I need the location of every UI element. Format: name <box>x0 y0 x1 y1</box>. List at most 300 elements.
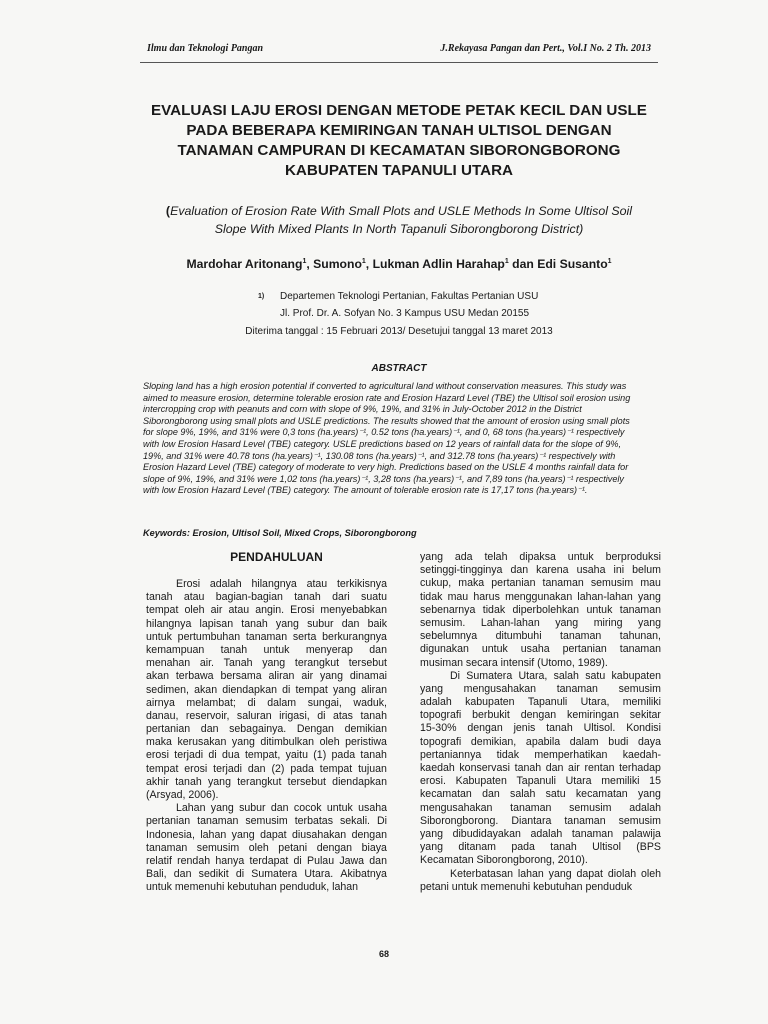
word: sedimen, <box>146 683 189 696</box>
word: (BPS <box>636 841 661 854</box>
body-text-line <box>420 564 661 577</box>
word: di <box>247 696 256 709</box>
author-name: Sumono <box>313 257 362 271</box>
word: terangkut <box>237 775 282 788</box>
abstract-heading: ABSTRACT <box>371 363 427 374</box>
word: oleh <box>640 867 661 880</box>
word: tersebut <box>287 775 326 788</box>
word: Keterbatasan <box>450 867 514 880</box>
word: Tapanuli <box>516 775 556 788</box>
word: angin. <box>255 604 285 617</box>
word: diendapkan <box>222 683 277 696</box>
word: demikian <box>344 723 387 736</box>
word: Utara <box>565 775 592 788</box>
body-text-line: Kecamatan Siborongborong, 2010). <box>420 854 588 867</box>
word: Erosi <box>176 578 201 590</box>
word: saluran <box>236 709 272 722</box>
word: sedikit <box>198 868 229 881</box>
word: tanaman <box>619 603 661 616</box>
word: jenis <box>513 722 536 735</box>
body-text-line <box>420 696 661 709</box>
word: Erosi <box>290 604 315 617</box>
body-text-line <box>420 815 661 828</box>
word: untuk <box>567 551 594 563</box>
english-title-line <box>140 202 658 220</box>
word: untuk <box>146 630 172 643</box>
body-text-line <box>146 578 387 591</box>
keywords: Keywords: Erosion, Ultisol Soil, Mixed Crops, Siborongborong <box>143 528 417 538</box>
word: di <box>208 749 217 762</box>
word: tanaman <box>542 577 584 590</box>
word: terbawa <box>175 670 214 683</box>
word: aliran <box>361 683 387 696</box>
word: Kondisi <box>626 722 661 735</box>
word: tanaman <box>571 827 614 840</box>
word: ditimbulkan <box>260 736 315 749</box>
title-line: TANAMAN CAMPURAN DI KECAMATAN SIBORONGBORONG <box>177 142 621 159</box>
author-separator: dan <box>508 257 538 271</box>
word: diusahakan <box>292 828 347 841</box>
word: yang <box>555 616 579 629</box>
word: tanah <box>360 749 387 762</box>
word: Utara, <box>580 696 610 709</box>
word: tanaman <box>556 682 598 695</box>
word: tahunan, <box>619 630 661 643</box>
author-name: Edi Susanto <box>537 257 608 271</box>
body-text-line <box>146 697 387 710</box>
word: Ultisol. <box>583 722 616 735</box>
body-text-line <box>146 749 387 762</box>
body-text-line <box>146 723 387 736</box>
word: bagian-bagian <box>215 591 283 604</box>
word: salah <box>553 669 579 682</box>
word: tidak <box>420 590 443 603</box>
english-title <box>140 202 658 238</box>
word: di <box>235 868 245 881</box>
body-text-line <box>420 828 661 841</box>
word: pertanian <box>562 643 607 656</box>
word: reservoir, <box>185 709 230 722</box>
abstract-line: Erosion Hazard Level (TBE) category of moderate to very high. Predictions based on the USLE 4 months rainfall data for <box>143 462 629 473</box>
journal-name-left: Ilmu dan Teknologi Pangan <box>147 43 264 54</box>
word: harus <box>473 590 500 603</box>
word: pertanian <box>146 723 191 736</box>
word: 15 <box>649 775 661 788</box>
affiliation-mark: 1 <box>504 257 509 265</box>
affiliation-line: Departemen Teknologi Pertanian, Fakultas Pertanian USU <box>280 291 539 302</box>
word: yang <box>262 657 286 670</box>
word: adalah <box>629 801 661 814</box>
body-text-line <box>420 841 661 854</box>
word: maka <box>146 736 172 749</box>
word: yang <box>207 775 231 788</box>
word: subur <box>307 617 334 630</box>
word: menyebabkan <box>320 604 387 617</box>
word: ditanam <box>458 841 497 854</box>
body-text-line <box>420 749 661 762</box>
word: berproduksi <box>605 551 661 563</box>
word: Kabupaten <box>455 775 507 788</box>
word: konservasi <box>459 762 511 774</box>
word: yang <box>637 788 661 801</box>
word: sekitar <box>629 709 661 722</box>
body-text-line <box>420 722 661 735</box>
word: tempat <box>146 604 179 617</box>
word: akhir <box>146 775 169 788</box>
word: satu <box>585 669 606 682</box>
body-text-line <box>146 657 387 670</box>
word: Indonesia, <box>146 828 195 841</box>
word: terbatas <box>294 815 333 828</box>
word: tanaman <box>619 643 661 656</box>
word: ditumbuhi <box>495 630 542 643</box>
word: adalah <box>420 696 452 709</box>
word: rentan <box>584 762 615 774</box>
word: terdapat <box>249 854 289 867</box>
body-text-line <box>420 604 661 617</box>
word: Bali, <box>146 868 167 881</box>
word: di <box>317 709 326 722</box>
journal-citation-right: J.Rekayasa Pangan dan Pert., Vol.I No. 2 Th. 2013 <box>440 43 651 54</box>
word: salah <box>510 788 536 801</box>
word: usaha <box>576 564 606 577</box>
word: pertanian <box>146 815 191 828</box>
word: topografi <box>420 735 462 748</box>
word: hilangnya <box>146 617 192 630</box>
word: mau <box>447 590 469 603</box>
right-column <box>420 551 661 894</box>
word: tersebut <box>348 657 387 670</box>
word: pada <box>331 749 356 762</box>
open-paren: ( <box>165 204 171 218</box>
word: kaedah- <box>622 748 661 761</box>
word: sebelumnya <box>420 630 478 643</box>
word: terjadi <box>174 749 204 762</box>
abstract-body <box>143 381 658 497</box>
word: telah <box>484 551 508 563</box>
word: yang <box>420 841 443 854</box>
word: oleh <box>184 604 205 617</box>
word: erosi. <box>420 775 446 788</box>
word: yang <box>420 827 443 840</box>
paper-title <box>140 101 658 181</box>
body-text-line <box>420 788 661 801</box>
word: hilangnya <box>251 578 297 590</box>
author-separator: , <box>306 257 314 271</box>
abstract-line: 19%, and 31% were 40.78 tons (ha.years)⁻¹, 130.08 tons (ha.years)⁻¹, and 312.78 tons (ha.years)⁻¹ respectively with <box>143 450 616 461</box>
title-line: KABUPATEN TAPANULI UTARA <box>284 162 514 179</box>
word: ini <box>613 564 625 577</box>
english-title-line: Slope With Mixed Plants In North Tapanuli Siborongborong District) <box>214 222 584 236</box>
word: tempat <box>295 683 328 696</box>
word: rendah <box>177 854 211 867</box>
word: dan <box>369 854 387 867</box>
received-date: Diterima tanggal : 15 Februari 2013/ Desetujui tanggal 13 maret 2013 <box>245 326 553 337</box>
word: dengan <box>520 709 557 722</box>
word: serta <box>292 630 317 643</box>
body-text-line: petani untuk memenuhi kebutuhan penduduk <box>420 880 633 893</box>
body-text-line <box>420 591 661 604</box>
abstract-line: with low Erosion Hasard Level (TBE) category. USLE predictions based on 12 years of rainfall data for the slope of 9%, <box>143 438 622 449</box>
word: sungai, <box>307 696 342 709</box>
author-name: Lukman Adlin Harahap <box>372 257 505 271</box>
abstract-line: Sloping land has a high erosion potential if converted to agricultural land without conservation measures. This study was <box>143 381 627 391</box>
word: usaha <box>520 643 550 656</box>
word: berbukit <box>472 709 510 722</box>
body-text-line <box>146 710 387 723</box>
word: dan <box>270 802 289 815</box>
word: tempat <box>146 762 179 775</box>
word: yang <box>319 670 343 683</box>
word: Lahan-lahan <box>480 616 540 629</box>
body-text-line <box>146 842 387 855</box>
word: pada <box>290 762 314 775</box>
word: petani <box>278 841 308 854</box>
word: tanah <box>546 722 573 735</box>
word: tempat <box>319 762 353 775</box>
word: maka <box>458 577 485 590</box>
word: air <box>210 604 223 617</box>
word: yang <box>275 617 299 630</box>
word: satu <box>545 788 566 801</box>
word: terjadi <box>213 762 242 775</box>
word: irigasi, <box>279 709 310 722</box>
word: subur <box>239 802 266 815</box>
body-text-line <box>146 684 387 697</box>
word: dalam <box>267 696 297 709</box>
body-text-line <box>146 855 387 868</box>
body-text-line: (Arsyad, 2006). <box>146 789 219 801</box>
word: mau <box>640 577 661 590</box>
body-text-line <box>420 577 661 590</box>
word: memiliki <box>622 696 661 709</box>
word: mengusahakan <box>420 801 493 814</box>
word: dengan <box>316 841 353 854</box>
word: air <box>301 670 314 683</box>
word: tanaman <box>560 630 602 643</box>
word: atau <box>228 604 250 617</box>
word: Ultisol <box>592 841 621 854</box>
word: tanah <box>220 643 248 656</box>
word: semusim <box>569 801 612 814</box>
word: sebagainya. <box>229 723 287 736</box>
body-text-line <box>146 815 387 828</box>
word: bersama <box>220 670 262 683</box>
word: Siborongborong. <box>420 814 499 827</box>
title-line: PADA BEBERAPA KEMIRINGAN TANAH ULTISOL DENGAN <box>186 122 612 139</box>
word: kabupaten <box>465 696 515 709</box>
word: berkurangnya <box>322 630 387 643</box>
body-text-line <box>420 617 661 630</box>
abstract-line: with low Erosion Hazard Level (TBE) category. The amount of tolerable erosion rate is 17,17 tons (ha.years)⁻¹. <box>143 485 588 496</box>
word: semusim <box>590 577 634 590</box>
title-line: EVALUASI LAJU EROSI DENGAN METODE PETAK KECIL DAN USLE <box>151 102 647 119</box>
body-text-line: untuk memenuhi kebutuhan penduduk, lahan <box>146 881 359 894</box>
left-column <box>146 551 387 895</box>
word: erosi <box>184 762 208 775</box>
word: atau <box>183 591 205 604</box>
word: yang <box>637 590 661 603</box>
word: aliran <box>268 670 295 683</box>
word: demikian, <box>470 735 517 748</box>
affiliation-number <box>258 290 280 307</box>
abstract-line: for slope 9%, 19%, and 31% were 0,3 tons (ha.years)⁻¹, 0.52 tons (ha.years)⁻¹, and 0, 68 tons (ha.years)⁻¹ respectively <box>143 427 625 438</box>
body-text-line <box>146 802 387 815</box>
body-text-line <box>146 736 387 749</box>
word: untuk <box>326 802 353 815</box>
word: dinamai <box>349 670 387 683</box>
word: sekali. <box>339 815 370 828</box>
word: kemiringan <box>567 709 619 722</box>
word: 15-30% <box>420 722 457 735</box>
word: karena <box>536 564 569 577</box>
body-text-line <box>146 763 387 776</box>
word: dan <box>247 762 266 775</box>
body-text-line <box>420 762 661 775</box>
word: air. <box>199 657 214 670</box>
word: dipaksa <box>519 551 556 563</box>
word: lahan <box>517 867 544 880</box>
word: semusim <box>618 814 661 827</box>
word: melambat; <box>186 696 236 709</box>
word: tanah <box>146 591 173 604</box>
word: pertaniannya <box>420 748 482 761</box>
section-heading: PENDAHULUAN <box>230 550 323 564</box>
word: apabila <box>525 735 561 748</box>
word: Pulau <box>307 854 335 867</box>
word: yang <box>332 683 356 696</box>
word: air <box>568 762 580 774</box>
word: biaya <box>361 841 387 854</box>
word: tanaman <box>564 814 606 827</box>
word: lapisan <box>199 617 234 630</box>
word: dengan <box>351 828 387 841</box>
word: peristiwa <box>345 736 387 749</box>
word: akan <box>146 670 169 683</box>
word: dan <box>200 723 219 736</box>
word: semusim <box>196 841 240 854</box>
word: topografi <box>420 709 462 722</box>
body-text-line <box>420 709 661 722</box>
affiliation-sup: 1) <box>258 293 265 300</box>
word: atau <box>306 578 328 590</box>
word: yang <box>420 682 443 695</box>
word: dalam <box>569 735 599 748</box>
word: yang <box>420 551 443 563</box>
body-text-line <box>146 776 387 789</box>
word: setinggi-tingginya <box>420 564 503 577</box>
word: tujuan <box>358 762 387 775</box>
word: kecamatan <box>420 788 472 801</box>
word: erosi <box>146 749 169 762</box>
word: kemampuan <box>146 643 205 656</box>
word: dengan <box>467 722 503 735</box>
word: tanah <box>360 709 387 722</box>
english-title-text: Evaluation of Erosion Rate With Small Plots and USLE Methods In Some Ultisol Soil <box>170 204 633 218</box>
word: Tanah <box>223 657 253 670</box>
word: kabupaten <box>611 669 661 682</box>
abstract-line: aimed to measure erosion, determine tolerable erosion rate and Erosion Hazard Level (TBE) the Ultisol soil erosion using <box>143 392 631 403</box>
word: Diantara <box>511 814 552 827</box>
word: terhadap <box>619 762 661 774</box>
word: lahan-lahan <box>577 590 633 603</box>
word: tanah <box>294 591 321 604</box>
word: miring <box>593 616 623 629</box>
word: Jawa <box>339 854 365 867</box>
body-text-line <box>420 670 661 683</box>
body-text-line <box>146 618 387 631</box>
word: yaitu <box>285 749 308 762</box>
word: kerusakan <box>177 736 227 749</box>
word: memperhatikan <box>534 748 608 761</box>
word: Lahan <box>176 802 206 815</box>
word: Sumatera <box>251 868 298 881</box>
word: Tapanuli <box>527 696 568 709</box>
word: (1) <box>313 749 327 762</box>
word: adalah <box>209 578 242 590</box>
word: sebenarnya <box>420 603 476 616</box>
word: relatif <box>146 854 172 867</box>
word: tanaman <box>245 630 288 643</box>
word: usaha <box>358 802 387 815</box>
word: tidak <box>482 603 506 616</box>
affiliation-line: Jl. Prof. Dr. A. Sofyan No. 3 Kampus USU Medan 20155 <box>280 308 530 320</box>
page-number: 68 <box>378 949 389 959</box>
word: di <box>282 683 291 696</box>
author-list <box>140 257 658 271</box>
abstract-line: intercropping crop with peanuts and corn with slope of 9%, 19%, and 31% in July-October 2012 in the District <box>143 404 582 415</box>
word: budi <box>608 735 629 748</box>
word: ada <box>454 551 473 563</box>
word: dan <box>341 617 360 630</box>
author-separator: , <box>365 257 373 271</box>
affiliation-mark: 1 <box>302 257 307 265</box>
word: akan <box>194 683 218 696</box>
word: Dengan <box>296 723 334 736</box>
word: di <box>293 854 302 867</box>
word: atas <box>332 709 353 722</box>
body-text-line <box>420 868 661 881</box>
word: tanah <box>550 841 577 854</box>
word: tanaman <box>146 841 188 854</box>
header-rule <box>140 62 658 63</box>
word: yang <box>638 616 661 629</box>
word: dan <box>545 762 564 774</box>
word: untuk <box>263 643 290 656</box>
abstract-line: slope of 9%, 19%, and 31% were 1,02 tons (ha.years)⁻¹, 3,28 tons (ha.years)⁻¹, and 7,89 tons (ha.years)⁻¹ respectively <box>143 473 624 484</box>
body-text-line <box>146 591 387 604</box>
word: digunakan <box>420 643 469 656</box>
word: tanah <box>175 775 202 788</box>
body-text-line: musiman secara intensif (Utomo, 1989). <box>420 656 608 669</box>
word: Akibatnya <box>340 868 387 881</box>
word: pertanian <box>491 577 536 590</box>
word: tanaman <box>197 815 239 828</box>
body-text-line <box>420 736 661 749</box>
word: diendapkan <box>332 775 387 788</box>
word: pada <box>511 841 535 854</box>
word: yang <box>548 867 572 880</box>
word: suatu <box>361 591 387 604</box>
word: kaedah <box>420 762 455 774</box>
word: Utara. <box>304 868 334 881</box>
word: adalah <box>530 827 563 840</box>
word: baik <box>367 617 387 630</box>
body-text-line <box>146 631 387 644</box>
word: diperbolehkan <box>512 603 580 616</box>
word: pertumbuhan <box>177 630 241 643</box>
word: untuk <box>481 643 508 656</box>
